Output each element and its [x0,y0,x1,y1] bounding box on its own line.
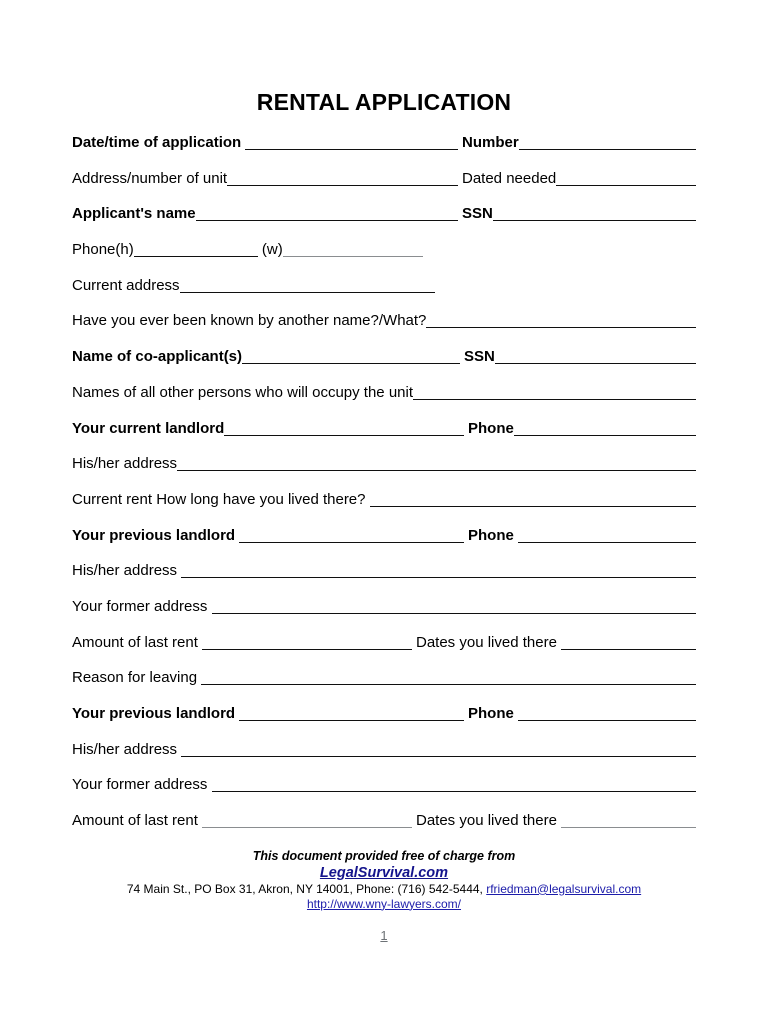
footer-provided-text: This document provided free of charge from [252,848,516,863]
field-label: Dates you lived there [416,633,562,651]
website-link[interactable]: http://www.wny-lawyers.com/ [306,896,462,911]
field-label: His/her address [72,740,182,758]
field-label: Your former address [72,597,212,615]
input-line[interactable] [519,149,696,150]
input-line[interactable] [242,363,460,364]
footer-address-text: 74 Main St., PO Box 31, Akron, NY 14001, Phone: (716) 542-5444, [126,881,487,896]
field-label: Name of co-applicant(s) [72,348,243,366]
input-line[interactable] [181,756,696,757]
input-line[interactable] [245,149,458,150]
input-line[interactable] [370,506,696,507]
input-line[interactable] [514,435,696,436]
field-label: SSN [464,348,495,366]
row-other-persons [72,384,696,402]
field-label: Your previous landlord [72,526,240,544]
input-line[interactable] [180,292,435,293]
input-line[interactable] [224,435,464,436]
row-current-landlord [72,420,696,438]
field-label: Applicant's name [72,205,196,223]
field-label: Your current landlord [72,419,225,437]
row-co-applicant [72,348,696,366]
document-footer [72,848,696,912]
field-label: Phone [468,419,514,437]
row-landlord-address-1 [72,455,696,473]
field-label: Current address [72,276,180,294]
form-fields [72,134,696,830]
footer-address-line [72,882,696,897]
page-title: RENTAL APPLICATION [256,89,512,115]
footer-url-line [72,897,696,912]
row-applicant-name [72,205,696,223]
input-line[interactable] [212,791,696,792]
row-last-rent-2 [72,812,696,830]
row-date-time [72,134,696,152]
row-last-rent-1 [72,634,696,652]
input-line[interactable] [212,613,696,614]
row-former-address-2 [72,776,696,794]
row-current-rent [72,491,696,509]
field-label: Number [462,134,519,151]
field-label: Amount of last rent [72,633,203,651]
field-label: Date/time of application [72,134,246,151]
row-address-unit [72,170,696,188]
input-line[interactable] [518,720,696,721]
input-line[interactable] [201,684,696,685]
field-label: Address/number of unit [72,169,228,187]
row-landlord-address-3 [72,741,696,759]
input-line[interactable] [202,827,412,828]
input-line[interactable] [561,827,696,828]
field-label: SSN [462,205,493,223]
input-line[interactable] [556,185,696,186]
field-label: Amount of last rent [72,812,203,830]
input-line[interactable] [426,327,696,328]
row-landlord-address-2 [72,562,696,580]
input-line[interactable] [181,577,696,578]
field-label: Have you ever been known by another name?/What? [72,312,427,330]
legalsurvival-link[interactable]: LegalSurvival.com [319,864,449,881]
field-label: His/her address [72,562,182,580]
input-line[interactable] [239,542,464,543]
page-number: 1 [380,927,388,943]
input-line[interactable] [177,470,696,471]
input-line[interactable] [495,363,696,364]
row-phone [72,241,696,259]
input-line[interactable] [239,720,464,721]
input-line[interactable] [227,185,458,186]
input-line[interactable] [134,256,258,257]
field-label: Your former address [72,776,212,794]
field-label: Phone [468,526,519,544]
input-line[interactable] [202,649,412,650]
input-line[interactable] [561,649,696,650]
field-label: Dates you lived there [416,812,562,830]
row-current-address [72,277,696,295]
field-label: Reason for leaving [72,669,202,687]
field-label: Phone [468,705,519,722]
field-label: Names of all other persons who will occupy the unit [72,383,414,401]
field-label: Dated needed [462,169,557,187]
row-other-name [72,312,696,330]
field-label: Your previous landlord [72,705,240,722]
row-former-address-1 [72,598,696,616]
email-link[interactable]: rfriedman@legalsurvival.com [486,881,642,896]
field-label: (w) [257,241,283,259]
input-line[interactable] [283,256,423,257]
input-line[interactable] [518,542,696,543]
field-label: Phone(h) [72,241,134,259]
field-label: Current rent How long have you lived there? [72,490,370,508]
input-line[interactable] [196,220,458,221]
input-line[interactable] [493,220,696,221]
row-previous-landlord-2 [72,705,696,723]
row-previous-landlord-1 [72,527,696,545]
input-line[interactable] [413,399,696,400]
field-label: His/her address [72,455,178,473]
row-reason-leaving [72,669,696,687]
